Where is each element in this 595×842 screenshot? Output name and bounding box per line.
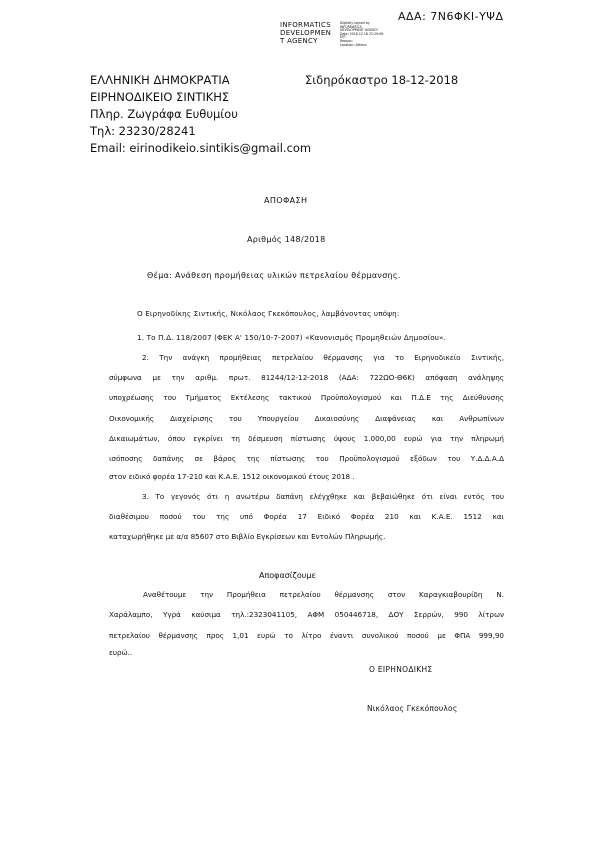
decision-number: Αριθμός 148/2018 — [247, 235, 326, 244]
phone-number: Τηλ: 23230/28241 — [90, 124, 196, 138]
paragraph-line: πετρελαίου θέρμανσης προς 1,01 ευρώ το λίτρο έναντι συνολικού ποσού με ΦΠΑ 999,90 — [109, 631, 504, 640]
paragraph-line: ευρώ.. — [109, 648, 133, 657]
stamp-detail: Reason: — [340, 39, 353, 43]
stamp-detail: Digitally signed by — [340, 21, 370, 25]
paragraph-line: Αναθέτουμε την Προμήθεια πετρελαίου θέρμανσης στον Καραγκιαβουρίδη Ν. — [143, 590, 504, 599]
paragraph-line: σύμφωνα με την αριθμ. πρωτ. 81244/12-12-2018 (ΑΔΑ: 722ΩΟ-Θ6Κ) απόφαση ανάληψης — [109, 373, 504, 382]
stamp-detail: Location: Athens — [340, 42, 367, 47]
paragraph-line: 2. Την ανάγκη προμήθειας πετρελαίου θέρμανσης για το Ειρηνοδικείο Σιντικής, — [142, 353, 504, 362]
stamp-detail: EET — [340, 35, 346, 40]
paragraph-line: στον ειδικό φορέα 17-210 και Κ.Α.Ε. 1512 οικονομικού έτους 2018 . — [109, 472, 355, 481]
stamp-line: INFORMATICS — [280, 21, 331, 29]
decision-verb: Αποφασίζουμε — [259, 571, 316, 580]
consideration-item-1: 1. Το Π.Δ. 118/2007 (ΦΕΚ Α' 150/10-7-2007) «Κανονισμός Προμηθειών Δημοσίου». — [137, 333, 447, 342]
stamp-detail: Date: 2018.12.18 22:29:06 — [340, 31, 384, 36]
ada-code: ΑΔΑ: 7Ν6ΦΚΙ-ΥΨΔ — [398, 10, 504, 23]
stamp-line: T AGENCY — [280, 37, 318, 45]
stamp-line: DEVELOPMEN — [280, 29, 332, 37]
stamp-detail: INFORMATICS — [340, 24, 362, 29]
signature-name: Νικόλαος Γκεκόπουλος — [367, 704, 458, 713]
paragraph-line: διαθέσιμου ποσού του της υπό Φορέα 17 Ειδικό Φορέα 210 και Κ.Α.Ε. 1512 και — [109, 512, 504, 521]
document-date: Σιδηρόκαστρο 18-12-2018 — [305, 73, 459, 87]
paragraph-line: 3. Το γεγονός ότι η ανωτέρω δαπάνη ελέγχθηκε και βεβαιώθηκε ότι είναι εντός του — [142, 492, 504, 501]
paragraph-line: Οικονομικής Διαχείρισης του Υπουργείου Δικαιοσύνης Διαφάνειας και Ανθρωπίνων — [109, 414, 504, 423]
signature-title: Ο ΕΙΡΗΝΟΔΙΚΗΣ — [369, 665, 433, 674]
digital-signature-stamp — [280, 21, 390, 51]
paragraph-line: υποχρέωσης του Τμήματος Εκτέλεσης τακτικού Προϋπολογισμού και Π.Δ.Ε της Διεύθυνσης — [109, 393, 504, 402]
paragraph-line: ισόποσης δαπάνης σε βάρος της πίστωσης του Προϋπολογισμού εξόδων του Υ.Δ.Δ.Α.Δ — [109, 454, 504, 463]
contact-person: Πληρ. Ζωγράφα Ευθυμίου — [90, 107, 238, 121]
stamp-detail: DEVELOPMENT AGENCY — [340, 28, 378, 33]
court-name: ΕΙΡΗΝΟΔΙΚΕΙΟ ΣΙΝΤΙΚΗΣ — [90, 90, 230, 104]
decision-heading: ΑΠΟΦΑΣΗ — [264, 196, 308, 205]
paragraph-line: Δικαιωμάτων, όπου εγκρίνει τη δέσμευση πίστωσης ύψους 1.000,00 ευρώ για την πληρωμή — [109, 434, 504, 443]
republic-heading: ΕΛΛΗΝΙΚΗ ΔΗΜΟΚΡΑΤΙΑ — [90, 73, 230, 87]
paragraph-line: Χαράλαμπο, Υγρά καύσιμα τηλ.:2323041105, ΑΦΜ 050446718, ΔΟΥ Σερρών, 990 λίτρων — [109, 610, 504, 619]
email-address: Email: eirinodikeio.sintikis@gmail.com — [90, 141, 312, 155]
paragraph-line: καταχωρήθηκε με α/α 85607 στο Βιβλίο Εγκρίσεων και Εντολών Πληρωμής. — [109, 532, 386, 541]
intro-paragraph: Ο Ειρηνοδίκης Σιντικής, Νικόλαος Γκεκόπουλος, λαμβάνοντας υπόψη: — [137, 309, 400, 318]
decision-subject: Θέμα: Ανάθεση προμήθειας υλικών πετρελαίου θέρμανσης. — [147, 271, 401, 280]
